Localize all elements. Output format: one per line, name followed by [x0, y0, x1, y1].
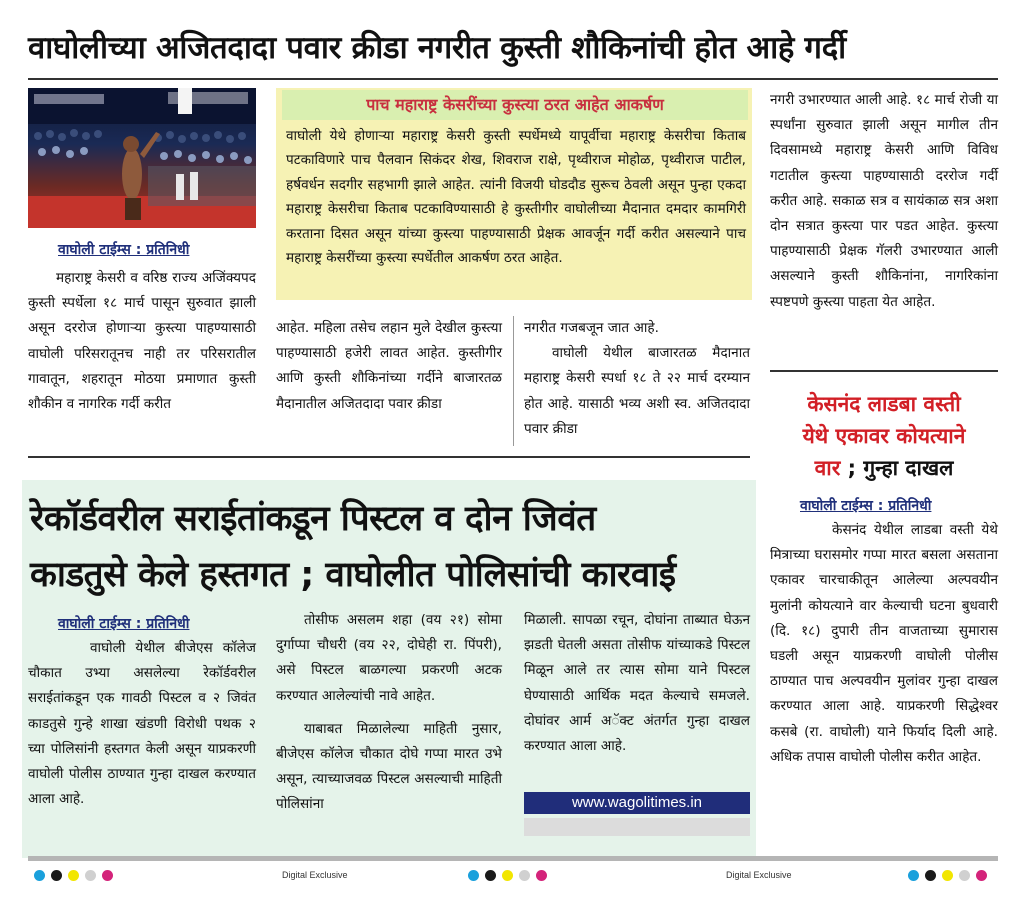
website-banner[interactable]: www.wagolitimes.in [524, 792, 750, 814]
story1-divider [28, 456, 750, 458]
story3-headline-red-word: वार [814, 456, 841, 480]
story3-headline [770, 388, 998, 484]
story1-column3-para1: नगरीत गजबजून जात आहे. [524, 320, 659, 336]
footer-label-right: Digital Exclusive [726, 870, 792, 880]
grey-strip [524, 818, 750, 836]
wrestling-photo [28, 88, 256, 228]
registration-dots-left [34, 868, 119, 882]
story2-column2-para1: तोसीफ असलम शहा (वय २१) सोमा दुर्गाप्पा चौधरी (वय २२, दोघेही रा. पिंपरी), असे पिस्टल बाळगल्या प्रकरणी अटक करण्यात आलेल्यांची नावे आहेत. [276, 612, 502, 704]
byline-story1: वाघोली टाईम्स : प्रतिनिधी [58, 242, 190, 258]
headline-divider [28, 78, 998, 80]
black-dot [925, 870, 936, 881]
story1-column2: आहेत. महिला तसेच लहान मुले देखील कुस्त्या पाहण्यासाठी हजेरी लावत आहेत. कुस्तीगीर आणि कुस्ती शौकिनांच्या गर्दीने बाजारतळ मैदानातील अजितदादा पवार क्रीडा [276, 320, 502, 412]
registration-dots-right [908, 868, 993, 882]
grey-dot [959, 870, 970, 881]
story3-headline-line2: येथे एकावर कोयत्याने [802, 424, 966, 448]
story2-column2-para2: याबाबत मिळालेल्या माहिती नुसार, बीजेएस कॉलेज चौकात दोघे गप्पा मारत उभे असून, त्याच्याजवळ पिस्टल असल्याची माहिती पोलिसांना [276, 720, 502, 813]
yellow-dot [68, 870, 79, 881]
story2-column2 [276, 608, 502, 818]
registration-dots-center [468, 868, 553, 882]
cyan-dot [908, 870, 919, 881]
right-column-divider [770, 370, 998, 372]
main-headline: वाघोलीच्या अजितदादा पवार क्रीडा नगरीत कुस्ती शौकिनांची होत आहे गर्दी [28, 30, 846, 66]
column-divider [513, 316, 514, 446]
footer-rule [28, 856, 998, 861]
yellow-dot [502, 870, 513, 881]
story3-headline-line3 [770, 452, 998, 484]
magenta-dot [536, 870, 547, 881]
story1-column4: नगरी उभारण्यात आली आहे. १८ मार्च रोजी या स्पर्धांना सुरुवात झाली असून मागील तीन दिवसामध्ये महाराष्ट्र केसरी आणि विविध गटातील कुस्त्या पाहण्यासाठी दररोज गर्दी करीत आहे. सकाळ सत्र व सायंकाळ सत्र अशा दोन सत्रात कुस्त्या पार पडत आहेत. कुस्त्या पाहण्यासाठी प्रेक्षक गॅलरी उभारण्यात आली असल्याने कुस्ती शौकिनांना, नागरिकांना स्पष्टपणे कुस्त्या पाहता येत आहेत. [770, 92, 998, 310]
highlight-box-text: वाघोली येथे होणाऱ्या महाराष्ट्र केसरी कुस्ती स्पर्धेमध्ये यापूर्वीचा महाराष्ट्र केसरीचा किताब पटकाविणारे पाच पैलवान सिकंदर शेख, शिवराज राक्षे, पृथ्वीराज मोहोळ, पृथ्वीराज पाटील, हर्षवर्धन सदगीर सहभागी झाले आहेत. त्यांनी विजयी घोडदौड सुरूच ठेवली असून पुन्हा एकदा महाराष्ट्र केसरीचा किताब पटकाविण्यासाठी हे कुस्तीगीर वाघोलीच्या मैदानात दमदार कामगिरी करताना दिसत असून यांच्या कुस्त्या पाहण्यासाठी प्रेक्षक आवर्जून गर्दी करीत असल्याने पाच महाराष्ट्र केसरींच्या कुस्त्या स्पर्धेतील आकर्षण ठरत आहेत. [286, 128, 746, 267]
story1-column3-para2: वाघोली येथील बाजारतळ मैदानात महाराष्ट्र केसरी स्पर्धा १८ ते २२ मार्च दरम्यान होत आहे. यासाठी भव्य अशी स्व. अजितदादा पवार क्रीडा [524, 345, 750, 437]
black-dot [485, 870, 496, 881]
cyan-dot [468, 870, 479, 881]
footer-label-left: Digital Exclusive [282, 870, 348, 880]
magenta-dot [102, 870, 113, 881]
byline-story2: वाघोली टाईम्स : प्रतिनिधी [58, 616, 190, 632]
cyan-dot [34, 870, 45, 881]
story2-headline-line1: रेकॉर्डवरील सराईतांकडून पिस्टल व दोन जिवंत [30, 499, 596, 539]
story1-column3 [524, 316, 750, 442]
black-dot [51, 870, 62, 881]
story3-text: केसनंद येथील लाडबा वस्ती येथे मित्राच्या घरासमोर गप्पा मारत बसला असताना एकावर चारचाकीतून आलेल्या अल्पवयीन मुलांनी कोयत्याने वार केल्याची घटना बुधवारी (दि. १८) दुपारी तीन वाजताच्या सुमारास घडली असून याप्रकरणी वाघोली पोलीस ठाण्यात पाच अल्पवयीन मुलांवर गुन्हा दाखल करण्यात आला आहे. याप्रकरणी सिद्धेश्वर कसबे (रा. वाघोली) याने फिर्याद दिली आहे. अधिक तपास वाघोली पोलीस करीत आहेत. [770, 522, 998, 765]
yellow-dot [942, 870, 953, 881]
byline-story3: वाघोली टाईम्स : प्रतिनिधी [800, 498, 932, 514]
story3-headline-black-part: ; गुन्हा दाखल [840, 456, 954, 480]
magenta-dot [976, 870, 987, 881]
grey-dot [519, 870, 530, 881]
grey-dot [85, 870, 96, 881]
story2-headline-line2: काडतुसे केले हस्तगत ; वाघोलीत पोलिसांची कारवाई [30, 555, 676, 595]
story2-column3: मिळाली. सापळा रचून, दोघांना ताब्यात घेऊन झडती घेतली असता तोसीफ यांच्याकडे पिस्टल मिळून आले तर त्यास सोमा याने पिस्टल घेण्यासाठी आर्थिक मदत केल्याचे समजले. दोघांवर आर्म अॅक्ट अंतर्गत गुन्हा दाखल करण्यात आला आहे. [524, 612, 750, 755]
story3-headline-line1: केसनंद लाडबा वस्ती [807, 392, 961, 416]
story2-column1: वाघोली येथील बीजेएस कॉलेज चौकात उभ्या असलेल्या रेकॉर्डवरील सराईतांकडून एक गावठी पिस्टल व २ जिवंत काडतुसे गुन्हे शाखा खंडणी विरोधी पथक २ च्या पोलिसांनी हस्तगत केली असून याप्रकरणी वाघोली पोलीस ठाण्यात गुन्हा दाखल करण्यात आला आहे. [28, 640, 256, 808]
story1-column1: महाराष्ट्र केसरी व वरिष्ठ राज्य अजिंक्यपद कुस्ती स्पर्धेला १८ मार्च पासून सुरुवात झाली असून दररोज होणाऱ्या कुस्त्या पाहण्यासाठी वाघोली परिसरातूनच नाही तर परिसरातील गावातून, शहरातून मोठया प्रमाणात कुस्ती शौकीन व नागरिक गर्दी करीत [28, 270, 256, 413]
highlight-box-title: पाच महाराष्ट्र केसरींच्या कुस्त्या ठरत आहेत आकर्षण [282, 90, 748, 120]
